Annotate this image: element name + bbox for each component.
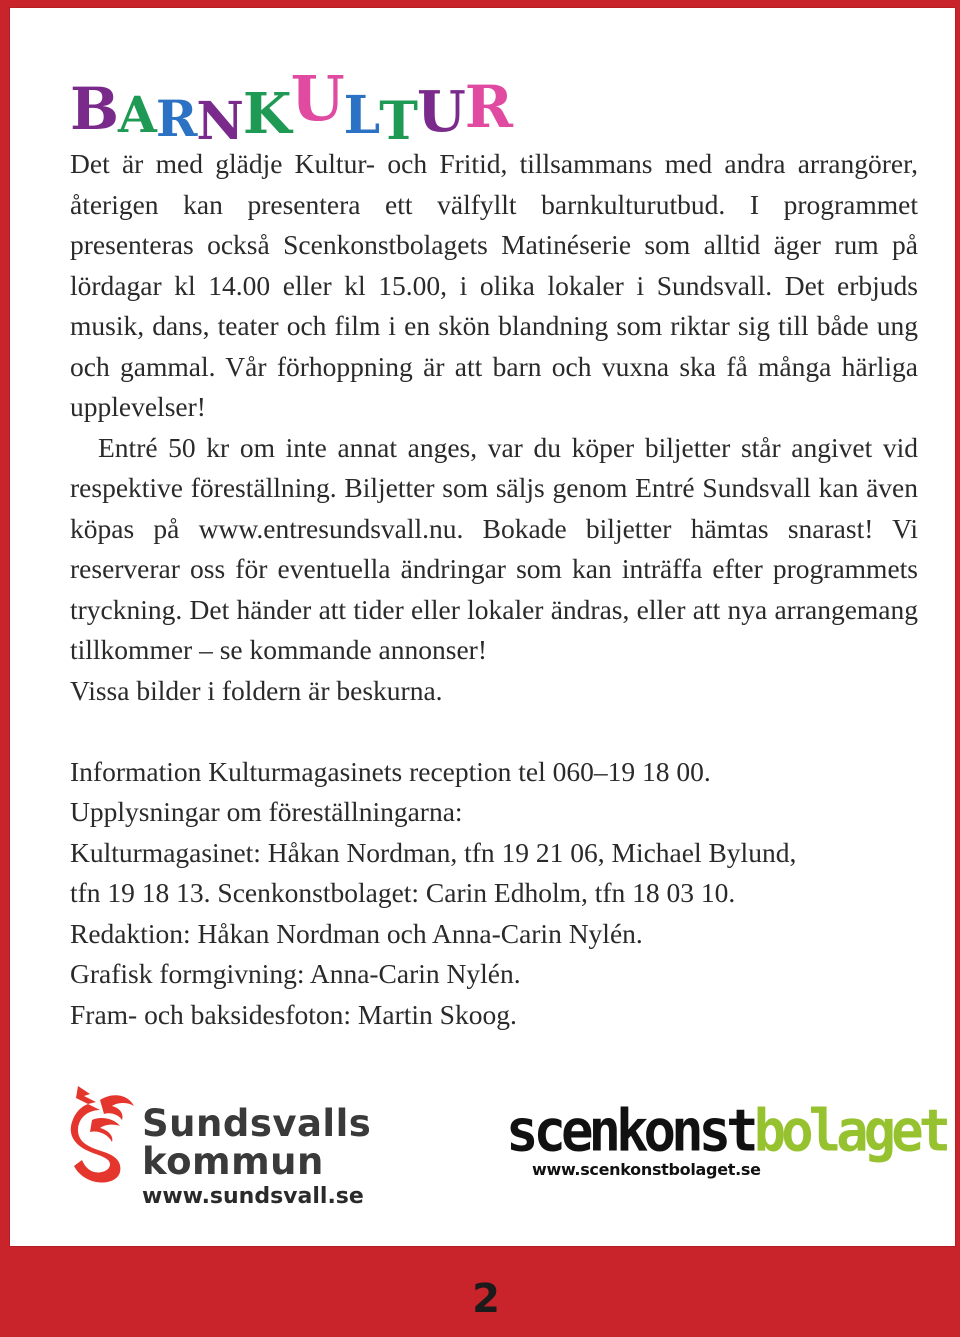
wordmark-bolaget: bolaget [753,1096,947,1165]
info-line: Grafisk formgivning: Anna-Carin Nylén. [70,958,521,989]
intro-paragraph: Det är med glädje Kultur- och Fritid, tillsammans med andra arrangörer, återigen kan presentera ett välfyllt barnkulturutbud. I programmet presenteras också Scenkonstbolagets Matinéserie som alltid äger rum på lördagar kl 14.00 eller kl 15.00, i olika lokaler i Sundsvall. Det erbjuds musik, dans, teater och film i en skön blandning som riktar sig till både ung och gammal. Vår förhoppning är att barn och vuxna ska få många härliga upplevelser! [70,148,918,422]
cropped-images-note: Vissa bilder i foldern är beskurna. [70,674,443,706]
title-letter: T [379,91,417,152]
title-letter: B [70,75,119,143]
page-number: 2 [472,1276,500,1322]
sundsvalls-kommun-logo [70,1076,370,1216]
info-line: Redaktion: Håkan Nordman och Anna-Carin Nylén. [70,917,643,949]
info-line: Fram- och baksidesfoton: Martin Skoog. [70,998,517,1030]
body-text [70,144,918,1035]
sundsvall-url[interactable]: www.sundsvall.se [142,1184,364,1209]
info-line: tfn 19 18 13. Scenkonstbolaget: Carin Edholm, tfn 18 03 10. [70,877,736,908]
tickets-paragraph: Entré 50 kr om inte annat anges, var du köper biljetter står angivet vid respektive föreställning. Biljetter som säljs genom Entré Sundsvall kan även köpas på www.entresundsvall.nu. Bokade biljetter hämtas snarast! Vi reserverar oss för eventuella ändringar som kan inträffa efter programmets tryckning. Det händer att tider eller lokaler ändras, eller att nya arrangemang tillkommer – se kommande annonser! [70,431,918,665]
title-letter: R [155,89,197,148]
title-letter: L [343,85,380,146]
info-line: Information Kulturmagasinets reception tel 060–19 18 00. [70,755,711,787]
logo-line-sundsvalls: Sundsvalls [142,1102,372,1145]
scenkonstbolaget-url[interactable]: www.scenkonstbolaget.se [532,1160,761,1179]
scenkonstbolaget-logo [506,1096,947,1182]
title-letter: U [416,79,465,145]
barnkultur-title [70,48,512,152]
dragon-s-icon [70,1080,136,1188]
spacer [70,711,918,752]
title-letter: R [464,73,512,141]
info-line: Upplysningar om föreställningarna: [70,796,463,827]
wordmark-scenkonst: scenkonst [506,1096,754,1165]
scenkonstbolaget-wordmark [506,1096,947,1165]
document-page [10,8,955,1246]
title-letter: A [118,85,156,144]
title-letter: N [196,91,243,152]
logo-line-kommun: kommun [142,1140,324,1183]
title-letter: U [290,62,344,135]
title-letter: K [242,81,291,147]
info-line: Kulturmagasinet: Håkan Nordman, tfn 19 21 06, Michael Bylund, [70,836,797,868]
